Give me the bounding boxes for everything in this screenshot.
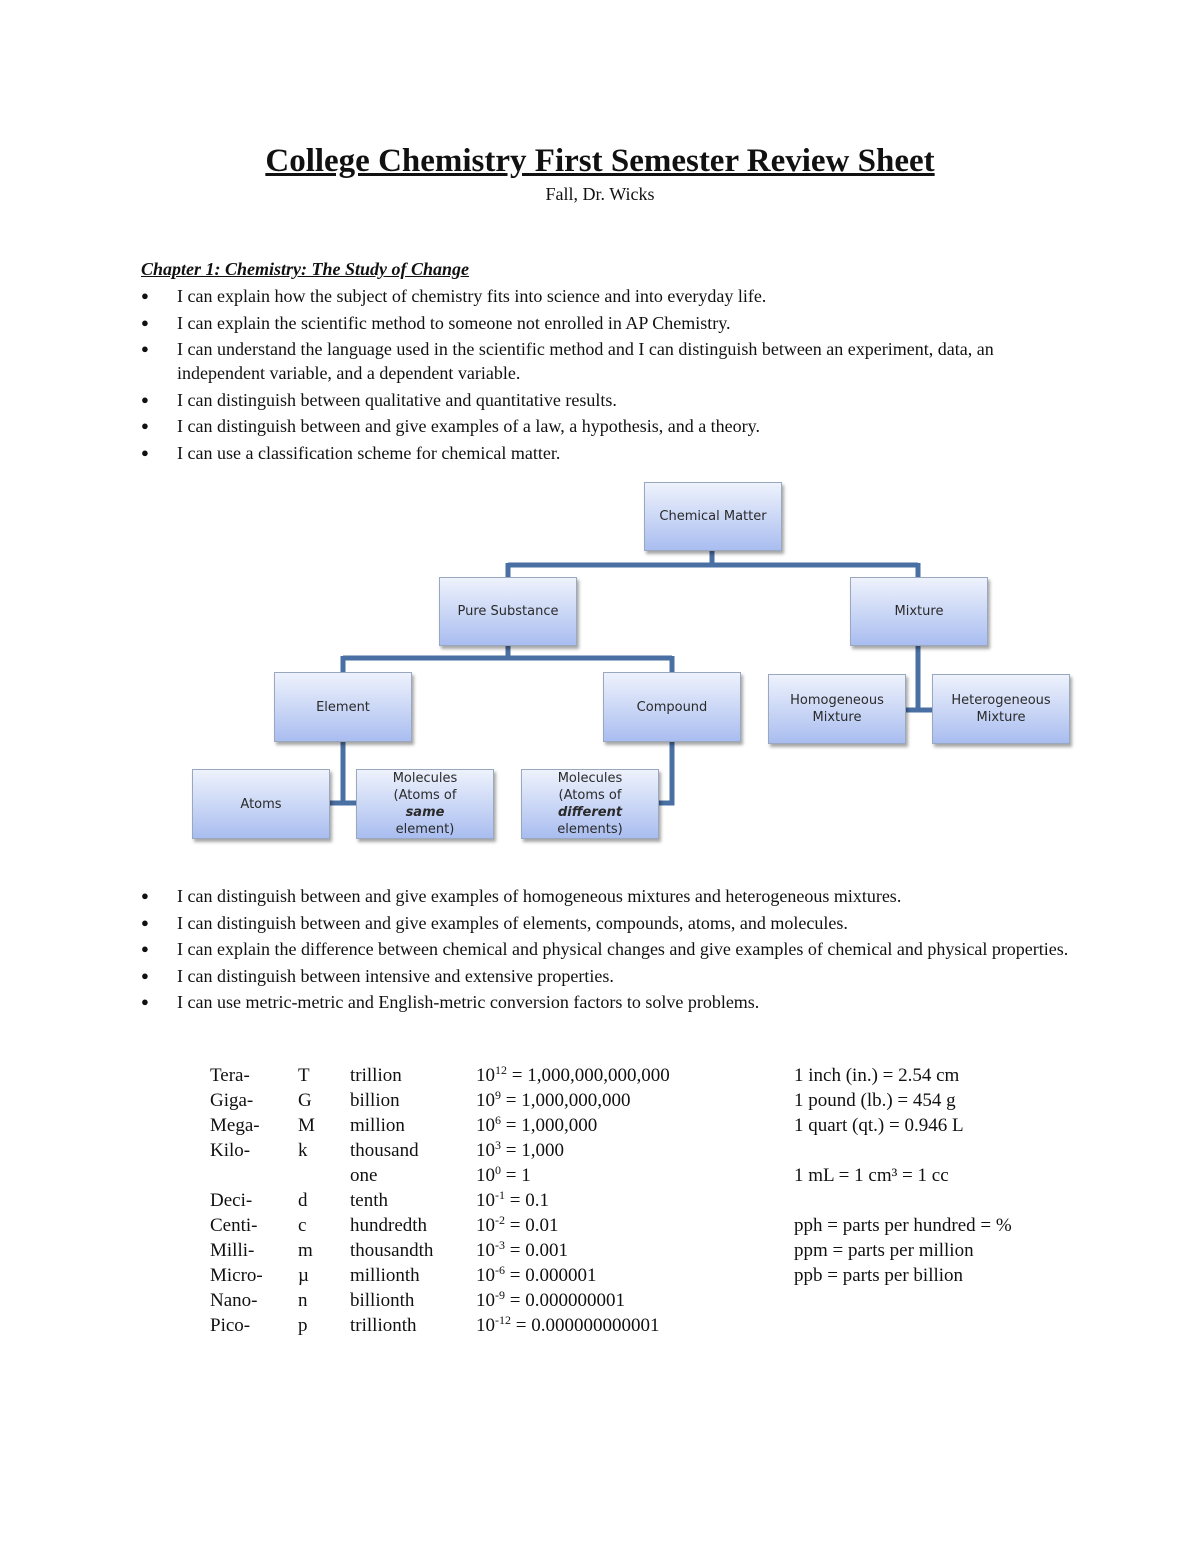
- prefix-word: million: [350, 1115, 405, 1136]
- bullet-icon: ●: [141, 967, 149, 983]
- prefix-power: $10^{-3} = 0.001$: [476, 1238, 568, 1261]
- box-mixture: Mixture: [850, 577, 988, 646]
- conversion-note: [794, 1138, 1054, 1163]
- bullet-icon: ●: [141, 888, 149, 903]
- conversion-note: 1 quart (qt.) = 0.946 L: [794, 1115, 964, 1136]
- bullet-icon: ●: [141, 914, 149, 930]
- prefix-name: Micro-: [210, 1265, 263, 1286]
- prefix-row: [210, 1113, 1054, 1138]
- prefix-power: $10^3 = 1,000$: [476, 1138, 564, 1161]
- box-homogeneous-mixture: Homogeneous Mixture: [768, 674, 906, 744]
- prefix-name: Tera-: [210, 1065, 250, 1086]
- bullet-icon: ●: [141, 341, 149, 357]
- box-molecules-different: Molecules (Atoms of different elements): [521, 769, 659, 839]
- prefix-name: [210, 1163, 298, 1188]
- prefix-power: $10^9 = 1,000,000,000$: [476, 1088, 631, 1111]
- prefix-name: Giga-: [210, 1090, 254, 1111]
- objective-item: ● I can distinguish between and give examples of a law, a hypothesis, and a theory.: [141, 416, 760, 437]
- prefix-name: Nano-: [210, 1290, 258, 1311]
- prefix-symbol: k: [298, 1140, 308, 1161]
- conversion-note: pph = parts per hundred = %: [794, 1215, 1012, 1236]
- bullet-icon: ●: [141, 994, 149, 1010]
- bullet-icon: ●: [141, 288, 149, 303]
- document-subtitle: Fall, Dr. Wicks: [545, 184, 655, 204]
- conversion-note: 1 inch (in.) = 2.54 cm: [794, 1065, 960, 1086]
- conversion-note: 1 pound (lb.) = 454 g: [794, 1090, 956, 1111]
- prefix-power: $10^{-12} = 0.000000000001$: [476, 1313, 660, 1336]
- prefix-power: $10^0 = 1$: [476, 1163, 531, 1186]
- objective-item: ● I can explain how the subject of chemistry fits into science and into everyday life.: [141, 286, 767, 306]
- box-element: Element: [274, 672, 412, 742]
- box-heterogeneous-mixture: Heterogeneous Mixture: [932, 674, 1070, 744]
- objective-item: ● I can explain the scientific method to someone not enrolled in AP Chemistry.: [141, 312, 731, 333]
- conversion-note: [794, 1288, 1054, 1313]
- prefix-name: Mega-: [210, 1115, 260, 1136]
- prefix-power: $10^{-6} = 0.000001$: [476, 1263, 597, 1286]
- prefix-word: one: [350, 1165, 378, 1186]
- prefix-row: [210, 1313, 1054, 1338]
- prefix-word: thousandth: [350, 1240, 434, 1261]
- prefix-name: Deci-: [210, 1190, 253, 1211]
- objective-item: ● I can understand the language used in the scientific method and I can distinguish between an experiment, data, an independent variable, and a dependent variable.: [141, 339, 994, 384]
- prefix-word: hundredth: [350, 1215, 428, 1236]
- box-chemical-matter: Chemical Matter: [644, 482, 782, 551]
- box-compound: Compound: [603, 672, 741, 742]
- bullet-icon: ●: [141, 941, 149, 957]
- prefix-row: [210, 1263, 1054, 1288]
- prefix-row: [210, 1138, 1054, 1163]
- box-molecules-same: Molecules (Atoms of same element): [356, 769, 494, 839]
- conversion-note: ppb = parts per billion: [794, 1265, 964, 1286]
- connector-line: [657, 741, 672, 803]
- document-title: College Chemistry First Semester Review Sheet: [265, 143, 935, 179]
- prefix-name: Pico-: [210, 1315, 251, 1336]
- prefix-symbol: p: [298, 1315, 308, 1336]
- prefix-symbol: c: [298, 1215, 307, 1236]
- prefix-symbol: [298, 1163, 350, 1188]
- objective-item: ● I can use metric-metric and English-metric conversion factors to solve problems.: [141, 992, 760, 1013]
- prefix-name: Kilo-: [210, 1140, 251, 1161]
- bullet-icon: ●: [141, 314, 149, 330]
- box-pure-substance: Pure Substance: [439, 577, 577, 646]
- prefix-symbol: n: [298, 1290, 308, 1311]
- prefix-word: trillionth: [350, 1315, 417, 1336]
- bullet-icon: ●: [141, 418, 149, 434]
- prefix-row: [210, 1063, 1054, 1088]
- objective-item: ● I can distinguish between and give examples of homogeneous mixtures and heterogeneous mixtures.: [141, 886, 902, 906]
- box-atoms: Atoms: [192, 769, 330, 839]
- conversion-note: [794, 1313, 1054, 1338]
- prefix-word: billionth: [350, 1290, 415, 1311]
- prefix-word: trillion: [350, 1065, 402, 1086]
- objective-item: ● I can distinguish between intensive and extensive properties.: [141, 965, 614, 986]
- prefix-symbol: M: [298, 1115, 315, 1136]
- chapter-heading: Chapter 1: Chemistry: The Study of Change: [141, 259, 470, 279]
- prefix-word: thousand: [350, 1140, 419, 1161]
- objective-item: ● I can use a classification scheme for chemical matter.: [141, 442, 561, 463]
- metric-prefix-table: [210, 1063, 1054, 1338]
- conversion-note: [794, 1188, 1054, 1213]
- prefix-row: [210, 1088, 1054, 1113]
- conversion-note: 1 mL = 1 cm³ = 1 cc: [794, 1165, 949, 1186]
- prefix-power: $10^{-9} = 0.000000001$: [476, 1288, 625, 1311]
- prefix-row: [210, 1163, 1054, 1188]
- bullet-icon: ●: [141, 444, 149, 460]
- prefix-row: [210, 1238, 1054, 1263]
- prefix-symbol: µ: [298, 1265, 309, 1286]
- prefix-power: $10^{-1} = 0.1$: [476, 1188, 549, 1211]
- prefix-symbol: m: [298, 1240, 313, 1261]
- prefix-row: [210, 1213, 1054, 1238]
- prefix-word: billion: [350, 1090, 400, 1111]
- prefix-power: $10^{12} = 1,000,000,000,000$: [476, 1063, 670, 1086]
- objective-item: ● I can explain the difference between chemical and physical changes and give examples of chemical and physical properties.: [141, 939, 1069, 960]
- prefix-symbol: T: [298, 1065, 310, 1086]
- objective-item: ● I can distinguish between and give examples of elements, compounds, atoms, and molecules.: [141, 912, 848, 933]
- prefix-word: millionth: [350, 1265, 420, 1286]
- objectives-list-2: [141, 884, 1071, 1017]
- prefix-name: Milli-: [210, 1240, 255, 1261]
- prefix-symbol: d: [298, 1190, 308, 1211]
- prefix-row: [210, 1188, 1054, 1213]
- prefix-row: [210, 1288, 1054, 1313]
- prefix-power: $10^6 = 1,000,000$: [476, 1113, 598, 1136]
- conversion-note: ppm = parts per million: [794, 1240, 974, 1261]
- prefix-word: tenth: [350, 1190, 388, 1211]
- prefix-name: Centi-: [210, 1215, 258, 1236]
- bullet-icon: ●: [141, 391, 149, 407]
- prefix-power: $10^{-2} = 0.01$: [476, 1213, 559, 1236]
- prefix-symbol: G: [298, 1090, 312, 1111]
- objective-item: ● I can distinguish between qualitative and quantitative results.: [141, 389, 617, 410]
